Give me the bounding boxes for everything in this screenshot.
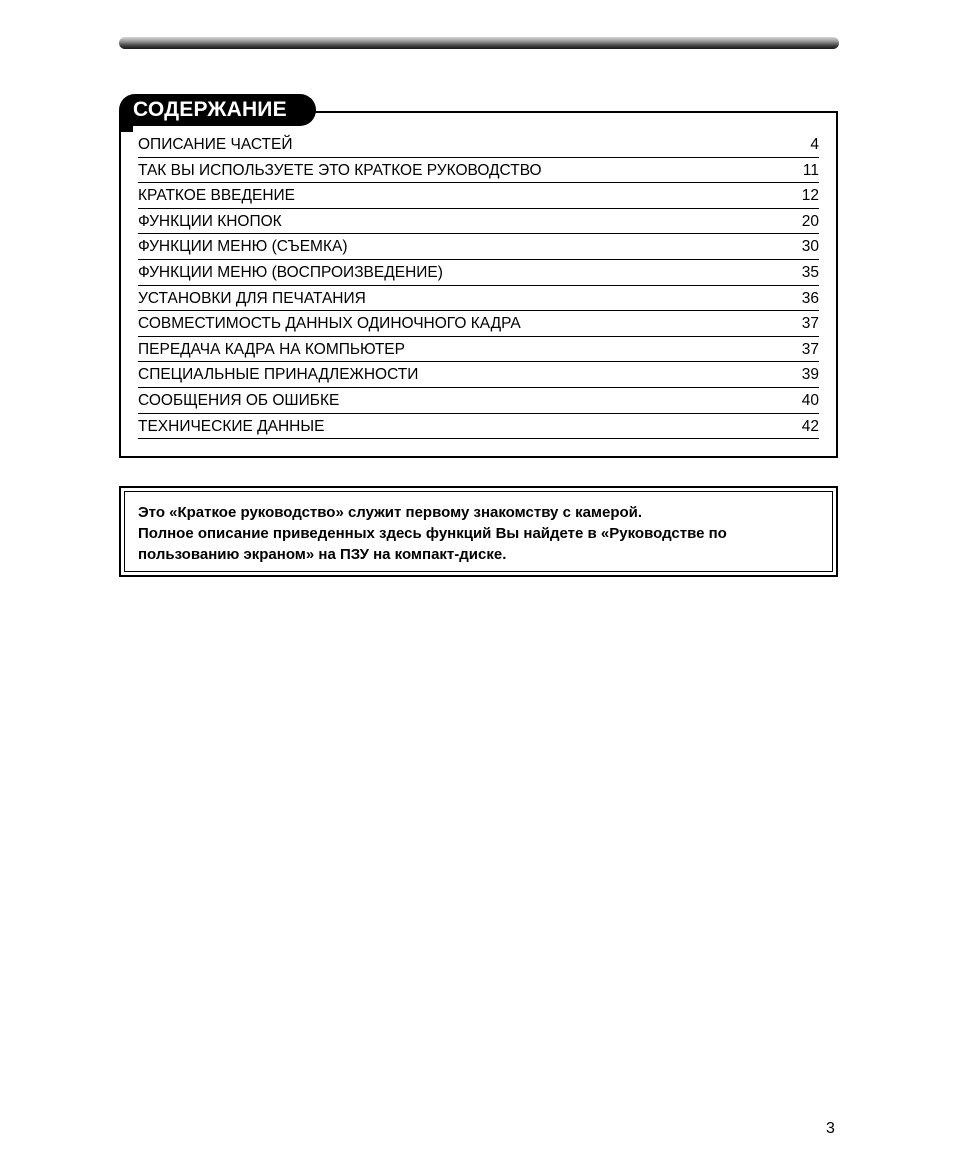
toc-entry-page: 37 <box>801 340 819 358</box>
page-number: 3 <box>826 1120 835 1137</box>
toc-entry-label: СПЕЦИАЛЬНЫЕ ПРИНАДЛЕЖНОСТИ <box>138 366 419 384</box>
toc-entry-label: КРАТКОЕ ВВЕДЕНИЕ <box>138 187 296 205</box>
toc-entry-page: 30 <box>801 238 819 256</box>
toc-title: СОДЕРЖАНИЕ <box>133 98 287 121</box>
toc-entry-label: ОПИСАНИЕ ЧАСТЕЙ <box>138 136 293 153</box>
toc-entry-label: ФУНКЦИИ МЕНЮ (ВОСПРОИЗВЕДЕНИЕ) <box>138 263 443 281</box>
toc-entry[interactable] <box>138 388 819 414</box>
toc-entry-page: 40 <box>801 391 819 409</box>
toc-entry-page: 37 <box>801 315 819 333</box>
toc-entry[interactable] <box>138 158 819 184</box>
toc-entry[interactable] <box>138 209 819 235</box>
toc-entry-label: ПЕРЕДАЧА КАДРА НА КОМПЬЮТЕР <box>138 340 405 358</box>
toc-entry[interactable] <box>138 260 819 286</box>
toc-entry[interactable] <box>138 337 819 363</box>
toc-entry[interactable] <box>138 311 819 337</box>
toc-entry-page: 20 <box>801 212 819 230</box>
toc-entry-page: 11 <box>802 161 819 179</box>
header-rule <box>119 37 839 49</box>
toc-list <box>138 132 819 439</box>
toc-entry-page: 39 <box>801 366 819 384</box>
toc-entry-label: СОВМЕСТИМОСТЬ ДАННЫХ ОДИНОЧНОГО КАДРА <box>138 315 521 333</box>
toc-entry[interactable] <box>138 286 819 312</box>
toc-entry-page: 36 <box>801 289 819 307</box>
toc-entry[interactable] <box>138 362 819 388</box>
toc-entry-label: ФУНКЦИИ КНОПОК <box>138 212 282 230</box>
toc-entry[interactable] <box>138 132 819 158</box>
toc-entry-page: 35 <box>801 263 819 281</box>
toc-entry[interactable] <box>138 234 819 260</box>
toc-entry[interactable] <box>138 183 819 209</box>
note-line: Это «Краткое руководство» служит первому знакомству с камерой. <box>138 504 643 521</box>
toc-entry-label: ФУНКЦИИ МЕНЮ (СЪЕМКА) <box>138 238 348 256</box>
toc-entry-page: 42 <box>801 417 819 435</box>
toc-entry-page: 12 <box>801 187 819 205</box>
note-text <box>138 502 822 565</box>
toc-entry-label: ТЕХНИЧЕСКИЕ ДАННЫЕ <box>138 417 325 435</box>
note-line: Полное описание приведенных здесь функций Вы найдете в «Руководстве по пользованию экраном» на ПЗУ на компакт-диске. <box>138 525 727 563</box>
toc-entry-label: УСТАНОВКИ ДЛЯ ПЕЧАТАНИЯ <box>138 289 366 307</box>
toc-entry-label: ТАК ВЫ ИСПОЛЬЗУЕТЕ ЭТО КРАТКОЕ РУКОВОДСТВО <box>138 161 542 179</box>
toc-entry-label: СООБЩЕНИЯ ОБ ОШИБКЕ <box>138 391 340 409</box>
toc-entry[interactable] <box>138 414 819 440</box>
toc-entry-page: 4 <box>810 136 819 153</box>
